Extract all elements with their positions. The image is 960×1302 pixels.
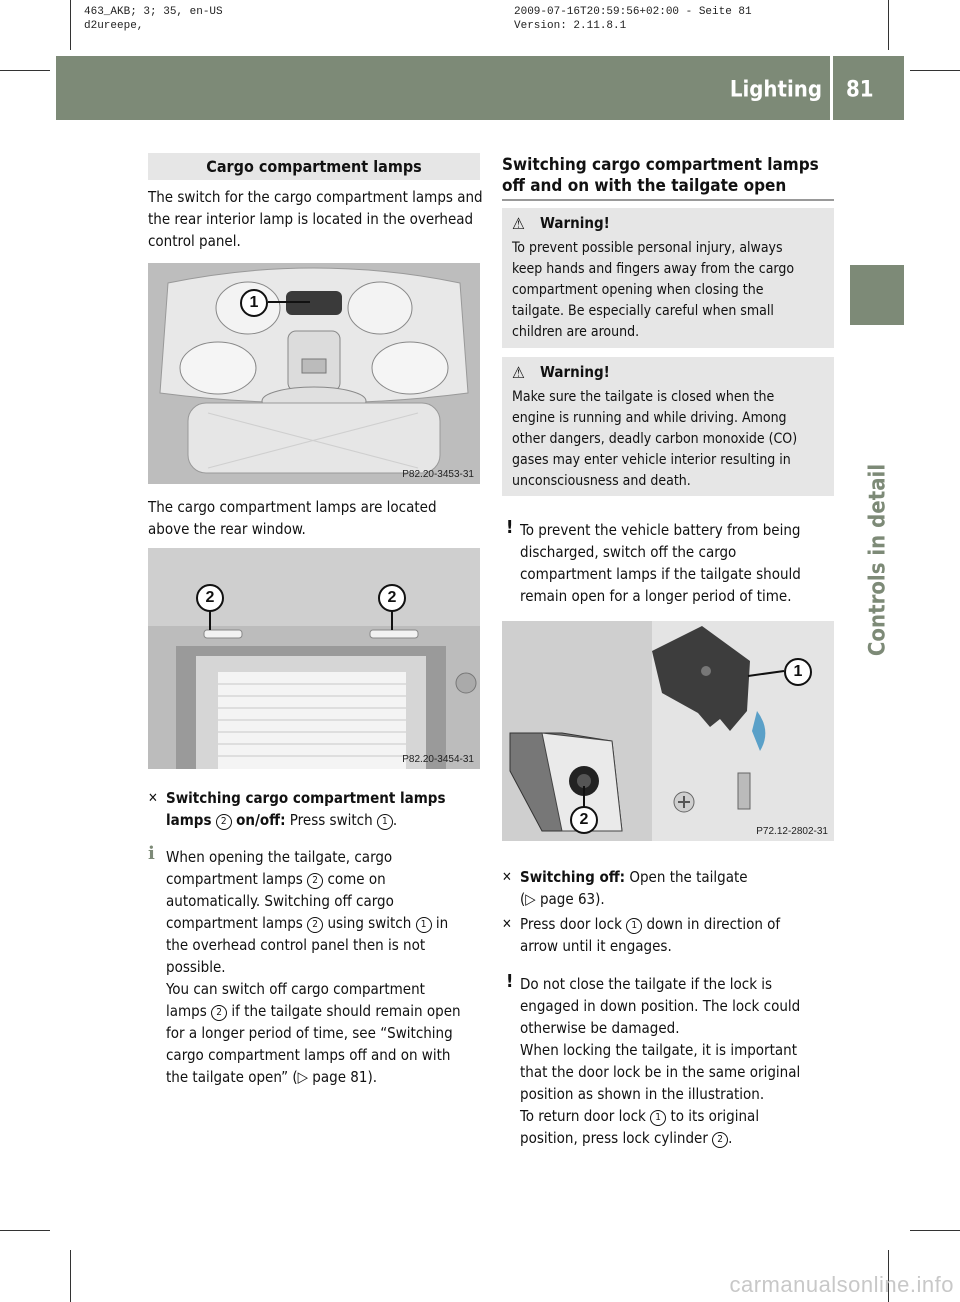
info-paragraph: When opening the tailgate, cargo compartment lamps 2 come on automatically. Switching off cargo compartment lamps 2 using switch 1 in the overhead control panel then is not possible. You can switch off cargo compartment lamps 2 if the tailgate should remain open for a longer period of time, see “Switching cargo compartment lamps off and on with the tailgate open” (▷ page 81).	[166, 848, 461, 1086]
rear-window-illustration	[148, 548, 480, 769]
caution-paragraph-lock: Do not close the tailgate if the lock is engaged in down position. The lock could otherwise be damaged. When locking the tailgate, it is important that the door lock be in the same original position as shown in the illustration. To return door lock 1 to its original position, press lock cylinder 2 .	[520, 975, 801, 1147]
warning-icon: ⚠	[512, 214, 525, 233]
step-marker: ✕	[148, 791, 158, 806]
warning-title: Warning!	[540, 214, 610, 232]
overhead-panel-illustration	[148, 263, 480, 484]
header-separator	[830, 56, 833, 120]
crop-mark	[70, 0, 71, 50]
page-title: Lighting	[729, 77, 822, 103]
section-title: Cargo compartment lamps	[206, 157, 422, 176]
warning-box	[502, 357, 834, 496]
right-section-title: Switching cargo compartment lamps off and on with the tailgate open	[502, 155, 819, 196]
callout-2: 2	[196, 584, 224, 612]
step-switching-off: Switching off: Open the tailgate (▷ page 63).	[520, 868, 748, 908]
warning-text: To prevent possible personal injury, always keep hands and fingers away from the cargo compartment opening when closing the tailgate. Be especially careful when small children are around.	[512, 240, 795, 340]
callout-leader	[268, 301, 310, 303]
meta-left-bottom: d2ureepe,	[84, 20, 144, 32]
meta-right-top: 2009-07-16T20:59:56+02:00 - Seite 81	[514, 6, 752, 18]
crop-mark	[910, 70, 960, 71]
caution-icon: !	[506, 517, 514, 538]
page-ref-arrow-icon: ▷	[525, 890, 536, 908]
figure-label: P82.20-3454-31	[402, 754, 474, 765]
warning-icon: ⚠	[512, 363, 525, 382]
meta-left-top: 463_AKB; 3; 35, en-US	[84, 6, 223, 18]
step-marker: ✕	[502, 870, 512, 885]
crop-mark	[910, 1230, 960, 1231]
step-marker: ✕	[502, 917, 512, 932]
meta-right-bottom: Version: 2.11.8.1	[514, 20, 627, 32]
figure-rear-window-lamps	[148, 548, 480, 769]
callout-ref-2: 2	[216, 814, 232, 830]
figure-label: P72.12-2802-31	[756, 826, 828, 837]
figure-tailgate-lock	[502, 621, 834, 841]
crop-mark	[0, 70, 50, 71]
crop-mark	[888, 0, 889, 50]
info-icon: i	[148, 843, 155, 864]
callout-1: 1	[784, 658, 812, 686]
step-switching-lamps: Switching cargo compartment lamps lamps 2 on/off: Press switch 1 .	[166, 789, 446, 829]
section-heading-box	[148, 153, 480, 180]
warning-title: Warning!	[540, 363, 610, 381]
warning-box	[502, 208, 834, 348]
callout-2: 2	[570, 806, 598, 834]
crop-mark	[70, 1250, 71, 1302]
callout-1: 1	[240, 289, 268, 317]
side-label: Controls in detail	[865, 463, 891, 657]
warning-text: Make sure the tailgate is closed when the engine is running and while driving. Among other dangers, deadly carbon monoxide (CO) gases may enter vehicle interior resulting in unconsciousness and death.	[512, 389, 798, 489]
section-rule	[502, 199, 834, 201]
page-ref-arrow-icon: ▷	[297, 1068, 308, 1086]
step-label: Switching cargo compartment lamps	[166, 789, 446, 807]
step-label-2: on/off:	[236, 811, 286, 829]
callout-2: 2	[378, 584, 406, 612]
step-press-door-lock: Press door lock 1 down in direction of arrow until it engages.	[520, 915, 781, 955]
figure-overhead-panel	[148, 263, 480, 484]
caution-icon: !	[506, 971, 514, 992]
watermark: carmanualsonline.info	[729, 1272, 954, 1297]
intro-paragraph: The switch for the cargo compartment lamps and the rear interior lamp is located in the overhead control panel.	[148, 188, 483, 250]
tailgate-lock-illustration	[502, 621, 834, 841]
page-number: 81	[846, 77, 874, 103]
side-tab	[850, 265, 904, 325]
caution-paragraph: To prevent the vehicle battery from being discharged, switch off the cargo compartment lamps if the tailgate should remain open for a longer period of time.	[520, 521, 801, 605]
step-text: Press switch	[289, 811, 373, 829]
paragraph-lamps-location: The cargo compartment lamps are located above the rear window.	[148, 498, 437, 538]
crop-mark	[0, 1230, 50, 1231]
figure-label: P82.20-3453-31	[402, 469, 474, 480]
callout-ref-1: 1	[377, 814, 393, 830]
